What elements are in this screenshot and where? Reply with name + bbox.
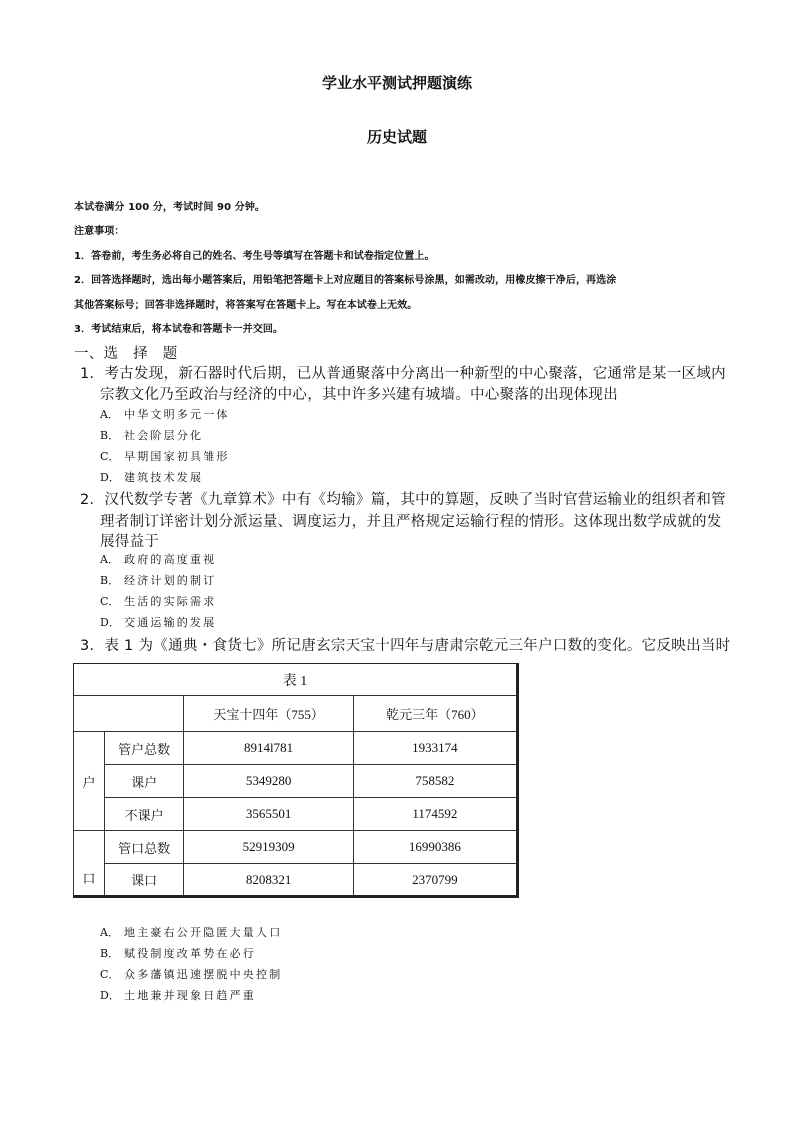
question-2-line: 2．汉代数学专著《九章算术》中有《均输》篇，其中的算题，反映了当时官营运输业的组织者和管 xyxy=(80,492,726,508)
option-label: A． xyxy=(100,408,119,421)
option-text: 地主豪右公开隐匿大量人口 xyxy=(124,926,283,939)
table-header: 乾元三年（760） xyxy=(353,696,517,732)
table-row xyxy=(74,732,518,765)
option-label: D． xyxy=(100,989,120,1002)
option-label: D． xyxy=(100,471,120,484)
table-header: 天宝十四年（755） xyxy=(184,696,353,732)
exam-subtitle: 历史试题 xyxy=(366,128,427,146)
option-2c[interactable] xyxy=(100,593,216,609)
section-title: 一、选 择 题 xyxy=(74,346,178,362)
table-caption: 表 1 xyxy=(74,664,518,696)
table-cell: 16990386 xyxy=(353,831,517,864)
question-1-line: 宗教文化乃至政治与经济的中心，其中许多兴建有城墙。中心聚落的出现体现出 xyxy=(100,387,618,403)
option-label: A． xyxy=(100,553,119,566)
household-table xyxy=(73,663,519,898)
question-2-line: 展得益于 xyxy=(100,534,160,550)
option-1c[interactable] xyxy=(100,448,230,464)
note-item: 其他答案标号；回答非选择题时，将答案写在答题卡上。写在本试卷上无效。 xyxy=(74,300,418,311)
option-text: 交通运输的发展 xyxy=(124,616,217,629)
note-item: 2．回答选择题时，选出每小题答案后，用铅笔把答题卡上对应题目的答案标号涂黑，如需改动，用橡皮擦干净后，再选涂 xyxy=(74,275,617,286)
option-text: 早期国家初具雏形 xyxy=(124,450,230,463)
note-item: 3．考试结束后，将本试卷和答题卡一并交回。 xyxy=(74,324,284,335)
note-item: 1．答卷前，考生务必将自己的姓名、考生号等填写在答题卡和试卷指定位置上。 xyxy=(74,251,435,262)
option-text: 经济计划的制订 xyxy=(124,574,217,587)
option-label: D． xyxy=(100,616,120,629)
option-1d[interactable] xyxy=(100,469,203,485)
option-text: 建筑技术发展 xyxy=(124,471,204,484)
table-row xyxy=(74,831,518,864)
table-cell: 8208321 xyxy=(184,864,353,897)
option-text: 众多藩镇迅速摆脱中央控制 xyxy=(124,968,283,981)
option-label: B． xyxy=(100,429,120,442)
option-text: 土地兼并现象日趋严重 xyxy=(124,989,256,1002)
table-cell: 52919309 xyxy=(184,831,353,864)
option-label: A． xyxy=(100,926,119,939)
table-row xyxy=(74,798,518,831)
option-3a[interactable] xyxy=(100,924,282,940)
option-2a[interactable] xyxy=(100,551,216,567)
option-text: 社会阶层分化 xyxy=(124,429,204,442)
question-3-line: 3．表 1 为《通典・食货七》所记唐玄宗天宝十四年与唐肃宗乾元三年户口数的变化。它反映出当时 xyxy=(80,638,731,654)
option-3c[interactable] xyxy=(100,966,282,982)
table-cell: 5349280 xyxy=(184,765,353,798)
option-label: B． xyxy=(100,947,120,960)
option-text: 生活的实际需求 xyxy=(124,595,217,608)
option-text: 赋役制度改革势在必行 xyxy=(124,947,256,960)
table-row xyxy=(74,765,518,798)
option-3b[interactable] xyxy=(100,945,256,961)
option-text: 政府的高度重视 xyxy=(124,553,217,566)
table-cell: 758582 xyxy=(353,765,517,798)
option-1a[interactable] xyxy=(100,406,230,422)
exam-intro: 本试卷满分 100 分，考试时间 90 分钟。 xyxy=(74,202,266,213)
table-cell: 1174592 xyxy=(353,798,517,831)
option-label: C． xyxy=(100,450,120,463)
table-row-label: 管口总数 xyxy=(104,831,184,864)
question-2-line: 理者制订详密计划分派运量、调度运力，并且严格规定运输行程的情形。这体现出数学成就的发 xyxy=(100,514,722,530)
question-1-line: 1．考古发现，新石器时代后期，已从普通聚落中分离出一种新型的中心聚落，它通常是某一区域内 xyxy=(80,366,726,382)
table-group-label: 户 xyxy=(74,732,105,831)
option-label: C． xyxy=(100,595,120,608)
table-row-label: 课户 xyxy=(104,765,184,798)
table-group-label: 口 xyxy=(74,831,105,897)
notes-heading: 注意事项： xyxy=(74,226,125,237)
table-row-label: 管户总数 xyxy=(104,732,184,765)
table-row xyxy=(74,864,518,897)
table-cell: 1933174 xyxy=(353,732,517,765)
option-text: 中华文明多元一体 xyxy=(124,408,230,421)
option-label: C． xyxy=(100,968,120,981)
option-1b[interactable] xyxy=(100,427,203,443)
table-cell: 3565501 xyxy=(184,798,353,831)
table-row-label: 课口 xyxy=(104,864,184,897)
table-cell: 8914l781 xyxy=(184,732,353,765)
option-label: B． xyxy=(100,574,120,587)
option-2d[interactable] xyxy=(100,614,216,630)
option-2b[interactable] xyxy=(100,572,216,588)
option-3d[interactable] xyxy=(100,987,256,1003)
table-row-label: 不课户 xyxy=(104,798,184,831)
exam-title: 学业水平测试押题演练 xyxy=(321,74,472,92)
table-cell: 2370799 xyxy=(353,864,517,897)
table-corner xyxy=(74,696,184,732)
